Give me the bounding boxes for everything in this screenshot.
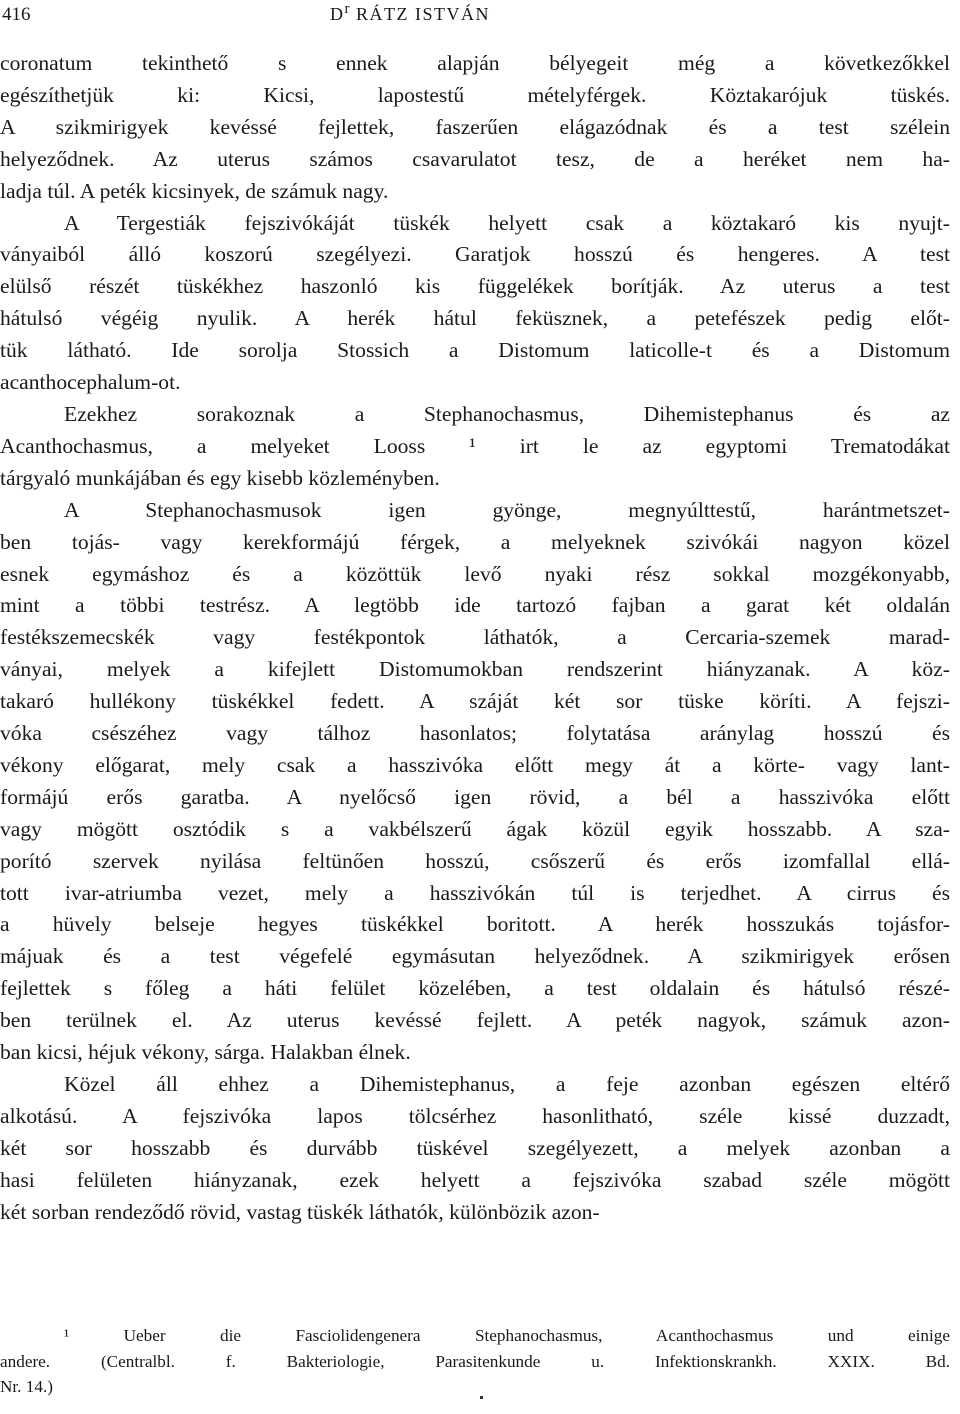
text-line: ladja túl. A peték kicsinyek, de számuk nagy. bbox=[0, 178, 389, 203]
footnote bbox=[0, 1323, 950, 1400]
paragraph bbox=[0, 208, 950, 399]
text-line: a hüvely belseje hegyes tüskékkel boritott. A herék hosszukás tojásfor- bbox=[0, 912, 950, 937]
paragraph bbox=[0, 495, 950, 1069]
text-line: A Tergestiák fejszivókáját tüskék helyett csak a köztakaró kis nyujt- bbox=[64, 210, 950, 235]
text-line: helyeződnek. Az uterus számos csavarulatot tesz, de a heréket nem ha- bbox=[0, 146, 950, 171]
text-line: Ezekhez sorakoznak a Stephanochasmus, Dihemistephanus és az bbox=[64, 401, 950, 426]
text-line: porító szervek nyilása feltünően hosszú, csőszerű és erős izomfallal ellá- bbox=[0, 848, 950, 873]
text-line: ban kicsi, héjuk vékony, sárga. Halakban élnek. bbox=[0, 1040, 411, 1065]
printer-mark bbox=[480, 1396, 483, 1399]
footnote-line: ¹ Ueber die Fasciolidengenera Stephanochasmus, Acanthochasmus und einige bbox=[64, 1326, 950, 1345]
text-line: Acanthochasmus, a melyeket Looss ¹ irt le az egyptomi Trematodákat bbox=[0, 433, 950, 458]
text-line: hátulsó végéig nyulik. A herék hátul feküsznek, a petefészek pedig előt- bbox=[0, 306, 950, 331]
text-line: acanthocephalum-ot. bbox=[0, 370, 181, 395]
text-line: tárgyaló munkájában és egy kisebb közleményben. bbox=[0, 465, 440, 490]
footnote-line: Nr. 14.) bbox=[0, 1377, 53, 1396]
text-line: tott ivar-atriumba vezet, mely a hasszivókán túl is terjedhet. A cirrus és bbox=[0, 880, 950, 905]
text-line: coronatum tekinthető s ennek alapján bélyegeit még a következőkkel bbox=[0, 51, 950, 75]
text-line: ben tojás- vagy kerekformájú férgek, a melyeknek szivókái nagyon közel bbox=[0, 529, 950, 554]
text-line: festékszemecskék vagy festékpontok láthatók, a Cercaria-szemek marad- bbox=[0, 625, 950, 650]
text-line: májuak és a test végefelé egymásutan helyeződnek. A szikmirigyek erősen bbox=[0, 944, 950, 969]
author-prefix-sup: r bbox=[344, 1, 350, 17]
text-line: mint a többi testrész. A legtöbb ide tartozó fajban a garat két oldalán bbox=[0, 593, 950, 618]
text-line: esnek egymáshoz és a közöttük levő nyaki rész sokkal mozgékonyabb, bbox=[0, 561, 950, 586]
text-line: ványaiból álló koszorú szegélyezi. Garatjok hosszú és hengeres. A test bbox=[0, 242, 950, 267]
text-line: fejlettek s főleg a háti felület közelében, a test oldalain és hátulsó részé- bbox=[0, 976, 950, 1001]
paragraph bbox=[0, 399, 950, 495]
running-head-author bbox=[330, 1, 490, 25]
text-line: ványai, melyek a kifejlett Distomumokban rendszerint hiányzanak. A köz- bbox=[0, 657, 950, 682]
text-line: két sor hosszabb és durvább tüskével szegélyezett, a melyek azonban a bbox=[0, 1135, 950, 1160]
text-line: hasi felületen hiányzanak, ezek helyett a fejszivóka szabad széle mögött bbox=[0, 1167, 950, 1192]
author-prefix: D bbox=[330, 4, 345, 24]
text-line: A szikmirigyek kevéssé fejlettek, faszerűen elágazódnak és a test szélein bbox=[0, 114, 950, 139]
text-line: Közel áll ehhez a Dihemistephanus, a feje azonban egészen eltérő bbox=[64, 1072, 950, 1096]
text-line: egészíthetjük ki: Kicsi, lapostestű mételyférgek. Köztakarójuk tüskés. bbox=[0, 82, 950, 107]
paragraph bbox=[0, 48, 950, 208]
text-line: A Stephanochasmusok igen gyönge, megnyúlttestű, harántmetszet- bbox=[64, 497, 950, 522]
author-name: RÁTZ ISTVÁN bbox=[356, 4, 490, 24]
text-line: vagy mögött osztódik s a vakbélszerű ágak közül egyik hosszabb. A sza- bbox=[0, 816, 950, 841]
text-line: tük látható. Ide sorolja Stossich a Distomum laticolle-t és a Distomum bbox=[0, 338, 950, 363]
text-line: két sorban rendeződő rövid, vastag tüskék láthatók, különbözik azon- bbox=[0, 1199, 600, 1224]
text-line: vékony előgarat, mely csak a hasszivóka előtt megy át a körte- vagy lant- bbox=[0, 752, 950, 777]
text-line: elülső részét tüskékhez haszonló kis függelékek borítják. Az uterus a test bbox=[0, 274, 950, 299]
text-line: takaró hullékony tüskékkel fedett. A száját két sor tüske köríti. A fejszi- bbox=[0, 689, 950, 714]
footnote-line: andere. (Centralbl. f. Bakteriologie, Parasitenkunde u. Infektionskrankh. XXIX. Bd. bbox=[0, 1351, 950, 1371]
page-number: 416 bbox=[2, 4, 31, 25]
text-line: ben terülnek el. Az uterus kevéssé fejlett. A peték nagyok, számuk azon- bbox=[0, 1008, 950, 1033]
running-header bbox=[0, 1, 960, 28]
paragraph bbox=[0, 1069, 950, 1229]
text-line: vóka csészéhez vagy tálhoz hasonlatos; folytatása aránylag hosszú és bbox=[0, 721, 950, 746]
text-line: formájú erős garatba. A nyelőcső igen rövid, a bél a hasszivóka előtt bbox=[0, 784, 950, 809]
body-text bbox=[0, 48, 950, 1229]
text-line: alkotású. A fejszivóka lapos tölcsérhez hasonlitható, széle kissé duzzadt, bbox=[0, 1103, 950, 1128]
